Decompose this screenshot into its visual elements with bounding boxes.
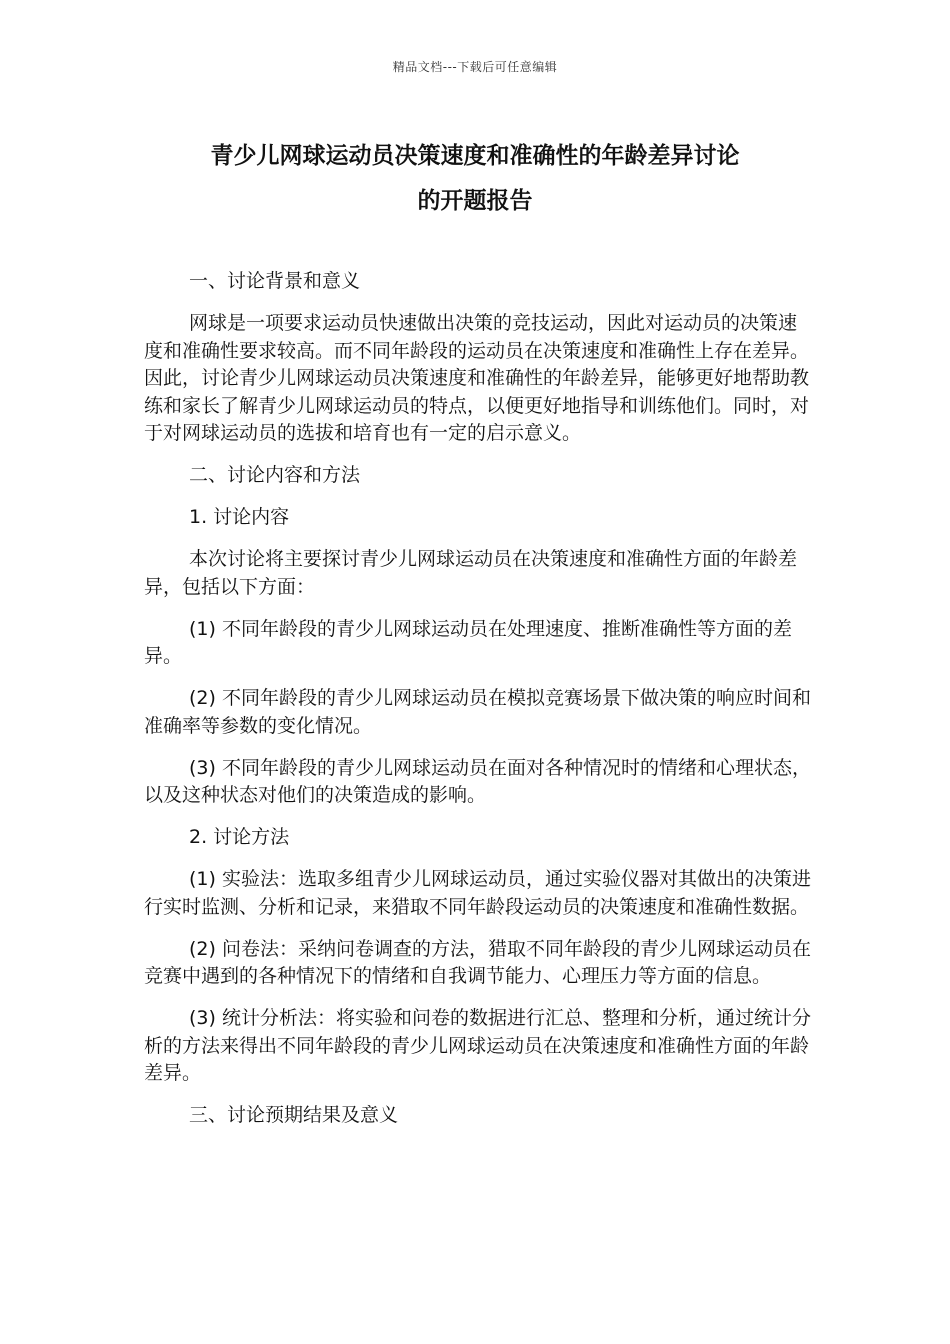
- list-item-method-1: (1) 实验法：选取多组青少儿网球运动员，通过实验仪器对其做出的决策进行实时监测、分析和记录，来猎取不同年龄段运动员的决策速度和准确性数据。: [144, 868, 811, 918]
- subheading-content: 1. 讨论内容: [189, 506, 290, 528]
- document-title: [130, 134, 820, 224]
- document-body: [144, 268, 812, 1144]
- section-heading-content-method: 二、讨论内容和方法: [189, 464, 361, 486]
- subheading-method: 2. 讨论方法: [189, 826, 290, 848]
- list-item-content-3: (3) 不同年龄段的青少儿网球运动员在面对各种情况时的情绪和心理状态，以及这种状态对他们的决策造成的影响。: [144, 756, 811, 806]
- title-line-2: 的开题报告: [417, 188, 533, 214]
- section-heading-background: 一、讨论背景和意义: [189, 270, 361, 292]
- paragraph-background: 网球是一项要求运动员快速做出决策的竞技运动，因此对运动员的决策速度和准确性要求较高。而不同年龄段的运动员在决策速度和准确性上存在差异。因此，讨论青少儿网球运动员决策速度和准确性的年龄差异，能够更好地帮助教练和家长了解青少儿网球运动员的特点，以便更好地指导和训练他们。同时，对于对网球运动员的选拔和培育也有一定的启示意义。: [144, 312, 810, 444]
- header-note: 精品文档---下载后可任意编辑: [392, 60, 558, 74]
- list-item-content-2: (2) 不同年龄段的青少儿网球运动员在模拟竞赛场景下做决策的响应时间和准确率等参数的变化情况。: [144, 687, 811, 737]
- section-heading-expected-results: 三、讨论预期结果及意义: [189, 1104, 399, 1126]
- paragraph-content-intro: 本次讨论将主要探讨青少儿网球运动员在决策速度和准确性方面的年龄差异，包括以下方面：: [144, 548, 798, 598]
- title-line-1: 青少儿网球运动员决策速度和准确性的年龄差异讨论: [210, 143, 740, 169]
- list-item-content-1: (1) 不同年龄段的青少儿网球运动员在处理速度、推断准确性等方面的差异。: [144, 617, 792, 667]
- list-item-method-3: (3) 统计分析法：将实验和问卷的数据进行汇总、整理和分析，通过统计分析的方法来得出不同年龄段的青少儿网球运动员在决策速度和准确性方面的年龄差异。: [144, 1007, 811, 1084]
- list-item-method-2: (2) 问卷法：采纳问卷调查的方法，猎取不同年龄段的青少儿网球运动员在竞赛中遇到的各种情况下的情绪和自我调节能力、心理压力等方面的信息。: [144, 937, 811, 987]
